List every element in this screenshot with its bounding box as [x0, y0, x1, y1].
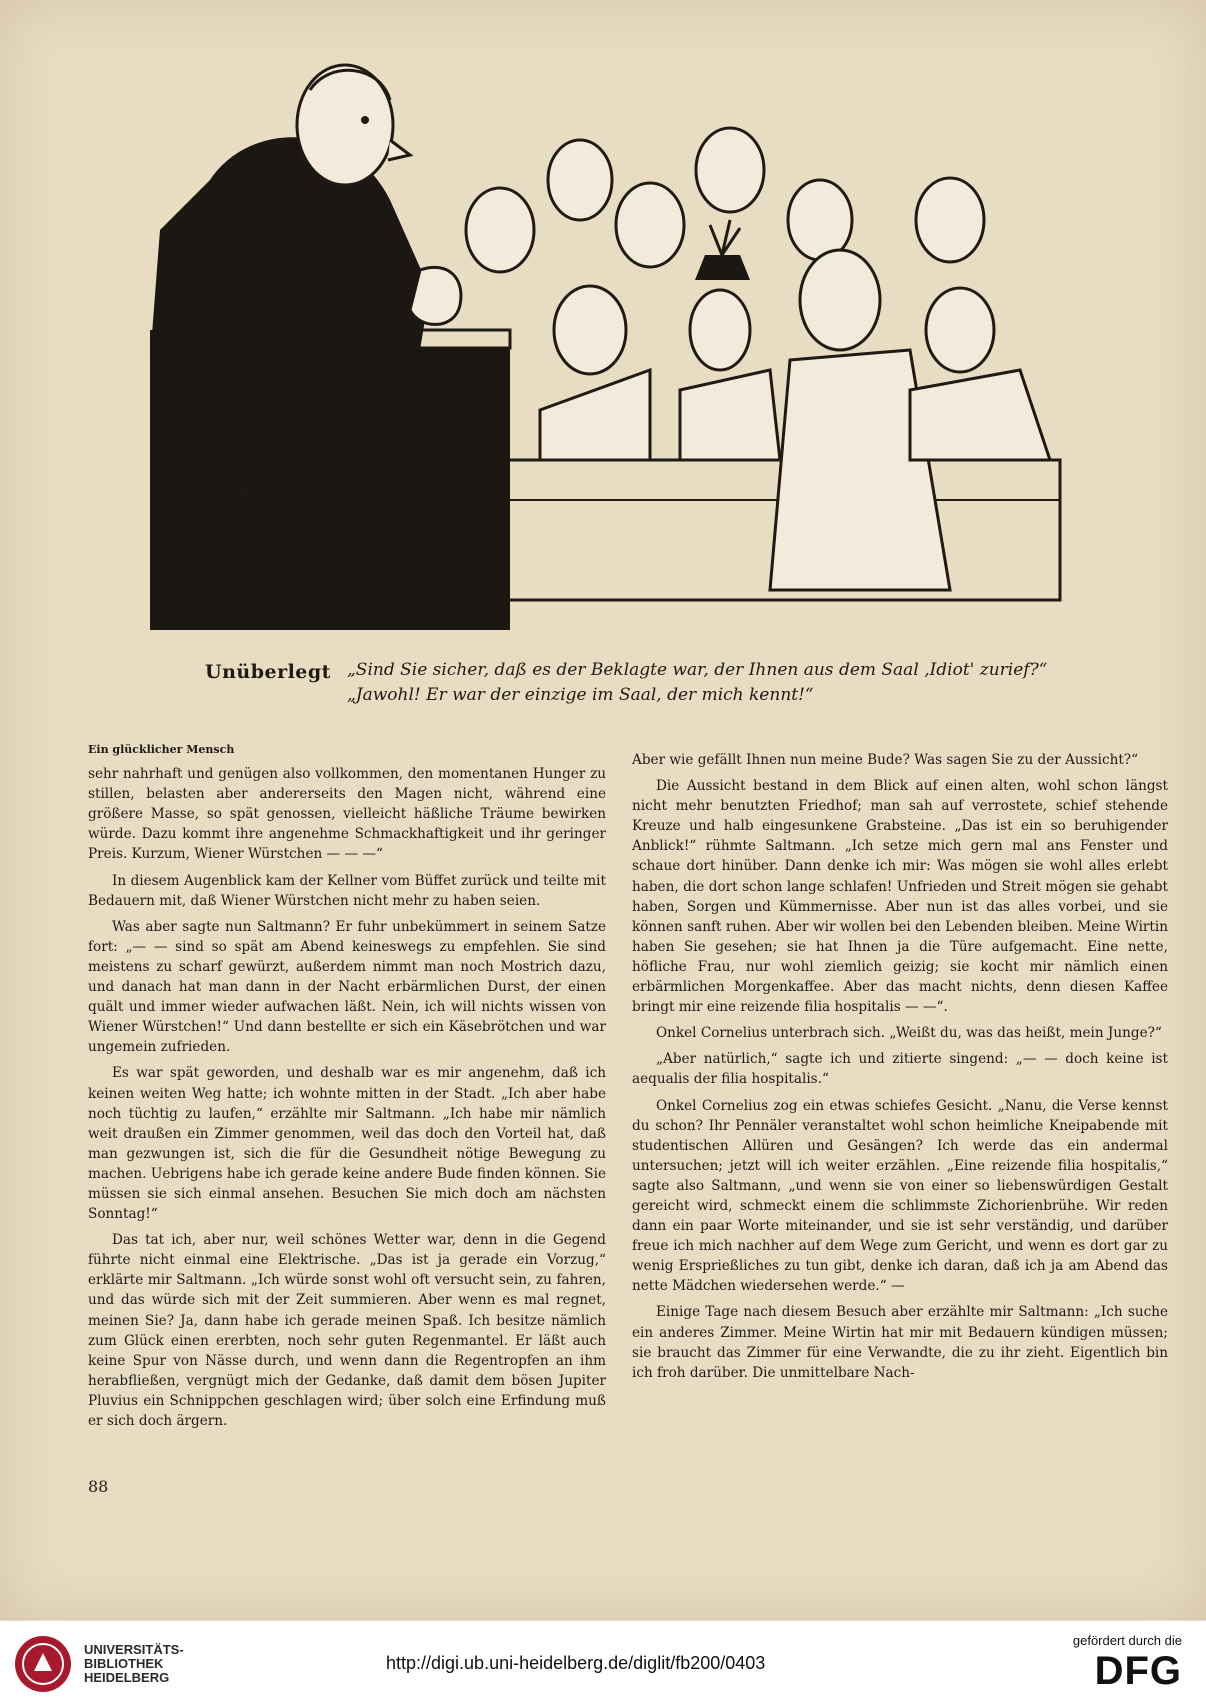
library-line-1: UNIVERSITÄTS-	[84, 1642, 184, 1657]
university-seal-icon	[12, 1633, 74, 1695]
caption-line-1: „Sind Sie sicher, daß es der Beklagte war, der Ihnen aus dem Saal ‚Idiot' zurief?“	[347, 660, 1048, 680]
left-paragraph-4: Es war spät geworden, und deshalb war es mir angenehm, daß ich keinen weiten Weg hatte; ich wohnte mitten in der Stadt. „Ich aber habe noch tüchtig zu laufen,“ erzählte mir Saltmann. „Ich habe mir nämlich weit draußen ein Zimmer genommen, weil das doch den Vorteil hat, daß man gezwungen ist, sich die für die Gesundheit nötige Bewegung zu machen. Uebrigens habe ich gerade keine andere Bude finden können. Sie müssen sie sich einmal ansehen. Besuchen Sie mich doch am nächsten Sonntag!“	[88, 1065, 606, 1223]
illustrator-signature: M.C.	[240, 489, 269, 503]
library-line-2: BIBLIOTHEK	[84, 1656, 164, 1671]
right-text-column	[632, 750, 1168, 1383]
funding-text: gefördert durch die	[1072, 1633, 1182, 1648]
caption-title: Unüberlegt	[205, 661, 331, 683]
cartoon-caption	[205, 656, 1165, 716]
library-line-3: HEIDELBERG	[84, 1670, 170, 1685]
source-url-link[interactable]: http://digi.ub.uni-heidelberg.de/diglit/fb200/0403	[386, 1653, 766, 1673]
left-paragraph-2: In diesem Augenblick kam der Kellner vom Büffet zurück und teilte mit Bedauern mit, daß Wiener Würstchen nicht mehr zu haben seien.	[88, 872, 606, 909]
right-paragraph-5: Onkel Cornelius zog ein etwas schiefes Gesicht. „Nanu, die Verse kennst du schon? Ihr Pennäler veranstaltet wohl schon heimliche Kneipabende mit studentischen Allüren und Gesängen? Ich werde das ein andermal untersuchen; jetzt will ich weiter erzählen. „Eine reizende filia hospitalis,“ sagte also Saltmann, „und wenn sie von einer so liebenswürdigen Gestalt gereicht wird, schmeckt einem die schlimmste Zichorienbrühe. Wir reden dann ein paar Worte miteinander, und sie ist sehr verständig, und darüber freue ich mich nachher auf dem Wege zum Gericht, und wenn es dort gar zu wenig Ersprießliches zu tun gibt, denke ich daran, daß ich ja am Abend das nette Mädchen wiedersehen werde.“ —	[632, 1097, 1168, 1295]
lawyer-figure	[150, 65, 461, 360]
caption-line-2: „Jawohl! Er war der einzige im Saal, der mich kennt!“	[347, 685, 814, 705]
section-heading: Ein glücklicher Mensch	[88, 743, 235, 756]
jurors-group	[466, 128, 1050, 590]
left-paragraph-5: Das tat ich, aber nur, weil schönes Wetter war, denn in die Gegend führte nicht einmal eine Elektrische. „Das ist ja gerade ein Vorzug,“ erklärte mir Saltmann. „Ich würde sonst wohl oft versucht sein, zu fahren, und das würde sich mit der Zeit summieren. Aber wenn es mal regnet, meinen Sie? Ja, dann habe ich gerade meinen Spaß. Ich besitze nämlich zum Glück einen ererbten, noch sehr guten Regenmantel. Er läßt auch keine Spur von Nässe durch, und wenn dann die Regentropfen an ihm herabfließen, vergnügt mich der Gedanke, daß damit dem bösen Jupiter Pluvius ein Schnippchen geschlagen wird; über solch eine Erfindung muß er sich doch ärgern.	[88, 1232, 606, 1429]
right-paragraph-1: Aber wie gefällt Ihnen nun meine Bude? Was sagen Sie zu der Aussicht?“	[632, 752, 1139, 768]
dfg-logo: DFG	[1094, 1649, 1182, 1693]
jury-box	[420, 460, 1060, 600]
viewer-footer	[0, 1620, 1206, 1707]
right-paragraph-3: Onkel Cornelius unterbrach sich. „Weißt du, was das heißt, mein Junge?“	[656, 1025, 1162, 1042]
right-paragraph-6: Einige Tage nach diesem Besuch aber erzählte mir Saltmann: „Ich suche ein anderes Zimmer. Meine Wirtin hat mir mit Bedauern kündigen müssen; sie braucht das Zimmer für eine Verwandte, die zu ihr zieht. Eigentlich bin ich froh darüber. Die unmittelbare Nach-	[632, 1304, 1168, 1381]
right-paragraph-2: Die Aussicht bestand in dem Blick auf einen alten, wohl schon längst nicht mehr benutzten Friedhof; man sah auf verrostete, schief stehende Kreuze und halb eingesunkene Grabsteine. „Das ist ein so beruhigender Anblick!“ rühmte Saltmann. „Ich setze mich gern mal ans Fenster und schaue dort hinüber. Dann denke ich mir: Was mögen sie wohl alles erlebt haben, die dort schon lange schlafen! Unfrieden und Streit mögen sie gehabt haben, Sorgen und Kümmernisse. Aber nun ist das alles vorbei, und sie können sanft ruhen. Aber wir wollen bei den Lebenden bleiben. Meine Wirtin haben Sie gesehen; sie hat Ihnen ja die Türe aufgemacht. Eine nette, höfliche Frau, nur wohl ziemlich geizig; sie kocht mir nämlich einen erbärmlichen Morgenkaffee. Aber das macht nichts, denn diesen Kaffee bringt mir eine reizende filia hospitalis — —“.	[632, 778, 1168, 1016]
left-paragraph-3: Was aber sagte nun Saltmann? Er fuhr unbekümmert in seinem Satze fort: „— — sind so spät am Abend keineswegs zu empfehlen. Sie sind meistens zu scharf gewürzt, außerdem nimmt man noch Mostrich dazu, und danach hat man dann in der Nacht erbärmlichen Durst, der einen quält und immer wieder aufwachen läßt. Nein, ich will nichts wissen von Wiener Würstchen!“ Und dann bestellte er sich ein Käsebrötchen und war ungemein zufrieden.	[88, 918, 606, 1056]
library-name[interactable]	[84, 1643, 184, 1685]
lectern	[150, 330, 510, 630]
left-paragraph-1: sehr nahrhaft und genügen also vollkommen, den momentanen Hunger zu stillen, belasten aber andererseits den Magen nicht, während eine größere Masse, so spät genossen, vielleicht häßliche Träume bewirken würde. Dazu kommt ihre angenehme Schmackhaftigkeit und ihr geringer Preis. Kurzum, Wiener Würstchen — — —“	[88, 766, 606, 863]
left-text-column	[88, 740, 606, 1431]
page-number: 88	[88, 1477, 109, 1496]
right-paragraph-4: „Aber natürlich,“ sagte ich und zitierte singend: „— — doch keine ist aequalis der filia hospitalis.“	[632, 1051, 1168, 1088]
funding-notice[interactable]	[1073, 1633, 1182, 1694]
courtroom-cartoon-illustration	[90, 30, 1170, 650]
